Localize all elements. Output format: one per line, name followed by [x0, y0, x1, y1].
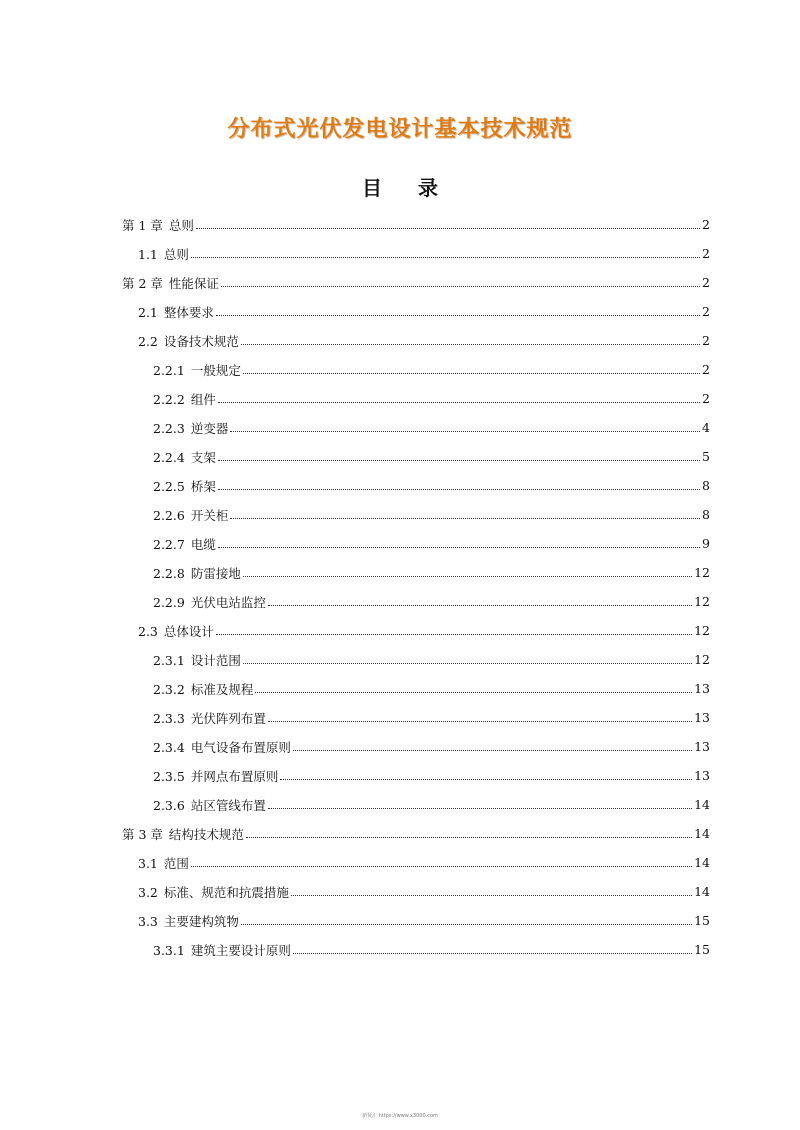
- toc-leader-dots: [216, 315, 700, 316]
- toc-entry-label: [122, 825, 244, 843]
- toc-leader-dots: [230, 431, 700, 432]
- toc-entry-title: 性能保证: [168, 275, 219, 291]
- toc-entry-number: 3.3.1: [153, 942, 185, 958]
- toc-entry-page: 9: [702, 536, 710, 551]
- toc-leader-dots: [293, 750, 692, 751]
- toc-entry-page: 14: [694, 826, 710, 841]
- toc-entry[interactable]: [122, 790, 710, 819]
- toc-entry-page: 12: [694, 652, 710, 667]
- toc-entry-label: [153, 941, 291, 959]
- toc-leader-dots: [218, 547, 700, 548]
- toc-entry-label: [153, 535, 216, 553]
- toc-entry-title: 设备技术规范: [163, 333, 239, 349]
- toc-entry-label: [153, 477, 216, 495]
- toc-entry-page: 12: [694, 623, 710, 638]
- toc-entry-page: 13: [694, 739, 710, 754]
- toc-leader-dots: [241, 924, 692, 925]
- toc-entry-label: [122, 274, 219, 292]
- toc-entry-title: 桥架: [190, 478, 216, 494]
- toc-entry-number: 2.3: [138, 623, 158, 639]
- toc-entry[interactable]: [122, 529, 710, 558]
- toc-entry-label: [153, 767, 278, 785]
- toc-entry-page: 2: [702, 246, 710, 261]
- toc-entry[interactable]: [122, 500, 710, 529]
- toc-entry[interactable]: [122, 645, 710, 674]
- toc-entry-title: 建筑主要设计原则: [190, 942, 291, 958]
- toc-entry[interactable]: [122, 732, 710, 761]
- toc-entry[interactable]: [122, 761, 710, 790]
- toc-leader-dots: [196, 228, 700, 229]
- toc-entry-label: [153, 419, 228, 437]
- toc-entry-title: 光伏电站监控: [190, 594, 266, 610]
- toc-entry-label: [153, 564, 241, 582]
- toc-entry-number: 第 2 章: [122, 275, 163, 291]
- toc-entry[interactable]: [122, 819, 710, 848]
- toc-entry-title: 光伏阵列布置: [190, 710, 266, 726]
- toc-entry-title: 一般规定: [190, 362, 241, 378]
- toc-leader-dots: [191, 257, 700, 258]
- toc-entry-number: 2.2.1: [153, 362, 185, 378]
- toc-entry-number: 2.3.5: [153, 768, 185, 784]
- toc-entry-page: 14: [694, 884, 710, 899]
- toc-entry-label: [138, 883, 289, 901]
- toc-entry-number: 2.3.3: [153, 710, 185, 726]
- toc-entry-number: 2.2.2: [153, 391, 185, 407]
- toc-entry-page: 2: [702, 391, 710, 406]
- toc-entry-number: 2.2.5: [153, 478, 185, 494]
- toc-entry-number: 2.3.6: [153, 797, 185, 813]
- toc-entry-title: 电气设备布置原则: [190, 739, 291, 755]
- toc-entry-title: 组件: [190, 391, 216, 407]
- toc-entry[interactable]: [122, 616, 710, 645]
- toc-entry-page: 8: [702, 478, 710, 493]
- toc-entry-title: 电缆: [190, 536, 216, 552]
- toc-entry-title: 并网点布置原则: [190, 768, 279, 784]
- page-footer: 新贤汇 https://www.x3000.com: [362, 1113, 438, 1119]
- toc-entry-number: 2.2: [138, 333, 158, 349]
- toc-entry-page: 12: [694, 565, 710, 580]
- toc-entry-title: 整体要求: [163, 304, 214, 320]
- toc-entry-label: [153, 738, 291, 756]
- toc-entry-label: [138, 854, 189, 872]
- toc-leader-dots: [268, 808, 692, 809]
- toc-entry-page: 12: [694, 594, 710, 609]
- toc-entry-number: 2.2.7: [153, 536, 185, 552]
- toc-entry-label: [138, 912, 239, 930]
- toc-entry-title: 防雷接地: [190, 565, 241, 581]
- toc-entry-label: [153, 390, 216, 408]
- toc-leader-dots: [291, 895, 692, 896]
- toc-entry-label: [138, 622, 214, 640]
- toc-leader-dots: [268, 605, 692, 606]
- toc-leader-dots: [243, 373, 700, 374]
- toc-entry[interactable]: [122, 703, 710, 732]
- toc-entry-label: [122, 216, 194, 234]
- toc-entry[interactable]: [122, 906, 710, 935]
- toc-entry-page: 13: [694, 710, 710, 725]
- toc-entry-label: [138, 332, 239, 350]
- toc-entry-number: 第 3 章: [122, 826, 163, 842]
- toc-entry-page: 15: [694, 913, 710, 928]
- toc-entry-number: 2.1: [138, 304, 158, 320]
- toc-leader-dots: [216, 634, 692, 635]
- toc-entry-page: 2: [702, 304, 710, 319]
- toc-entry-title: 总则: [163, 246, 189, 262]
- toc-entry-number: 3.2: [138, 884, 158, 900]
- toc-entry-page: 2: [702, 333, 710, 348]
- toc-entry-number: 2.2.4: [153, 449, 185, 465]
- toc-entry[interactable]: [122, 587, 710, 616]
- document-title: 分布式光伏发电设计基本技术规范: [227, 117, 573, 142]
- toc-entry-title: 开关柜: [190, 507, 229, 523]
- toc-leader-dots: [218, 460, 700, 461]
- toc-entry-title: 逆变器: [190, 420, 229, 436]
- toc-entry-number: 2.2.9: [153, 594, 185, 610]
- toc-entry-number: 2.2.3: [153, 420, 185, 436]
- toc-leader-dots: [218, 489, 700, 490]
- toc-leader-dots: [280, 779, 692, 780]
- toc-entry-number: 3.1: [138, 855, 158, 871]
- toc-entry-label: [153, 680, 253, 698]
- toc-entry-label: [153, 506, 228, 524]
- toc-entry-title: 标准、规范和抗震措施: [163, 884, 289, 900]
- toc-leader-dots: [243, 576, 692, 577]
- toc-entry-page: 8: [702, 507, 710, 522]
- toc-entry[interactable]: [122, 268, 710, 297]
- toc-entry-page: 2: [702, 362, 710, 377]
- toc-entry-label: [138, 245, 189, 263]
- toc-entry-number: 1.1: [138, 246, 158, 262]
- toc-entry-page: 13: [694, 768, 710, 783]
- toc-entry[interactable]: [122, 326, 710, 355]
- toc-leader-dots: [241, 344, 700, 345]
- toc-leader-dots: [221, 286, 700, 287]
- toc-entry[interactable]: [122, 935, 710, 964]
- toc-entry-label: [153, 709, 266, 727]
- toc-entry-title: 范围: [163, 855, 189, 871]
- toc-entry-title: 设计范围: [190, 652, 241, 668]
- toc-entry-number: 3.3: [138, 913, 158, 929]
- toc-entry-page: 13: [694, 681, 710, 696]
- toc-entry-label: [138, 303, 214, 321]
- toc-entry-title: 站区管线布置: [190, 797, 266, 813]
- toc-entry-label: [153, 651, 241, 669]
- toc-leader-dots: [191, 866, 692, 867]
- toc-entry-title: 主要建构筑物: [163, 913, 239, 929]
- toc-entry-number: 2.2.8: [153, 565, 185, 581]
- toc-entry[interactable]: [122, 442, 710, 471]
- toc-entry-page: 2: [702, 217, 710, 232]
- toc-entry-title: 结构技术规范: [168, 826, 244, 842]
- toc-leader-dots: [255, 692, 692, 693]
- table-of-contents: [122, 210, 710, 964]
- toc-entry-page: 15: [694, 942, 710, 957]
- toc-entry[interactable]: [122, 297, 710, 326]
- toc-entry-page: 14: [694, 855, 710, 870]
- toc-entry-number: 2.3.4: [153, 739, 185, 755]
- toc-entry-page: 5: [702, 449, 710, 464]
- toc-leader-dots: [293, 953, 692, 954]
- toc-entry-title: 标准及规程: [190, 681, 254, 697]
- toc-entry-number: 2.2.6: [153, 507, 185, 523]
- toc-entry-title: 总体设计: [163, 623, 214, 639]
- toc-entry-label: [153, 796, 266, 814]
- toc-leader-dots: [268, 721, 692, 722]
- toc-entry[interactable]: [122, 210, 710, 239]
- toc-entry[interactable]: [122, 471, 710, 500]
- toc-entry-label: [153, 448, 216, 466]
- toc-entry-page: 14: [694, 797, 710, 812]
- toc-entry[interactable]: [122, 413, 710, 442]
- toc-entry[interactable]: [122, 848, 710, 877]
- toc-entry[interactable]: [122, 239, 710, 268]
- toc-entry-page: 4: [702, 420, 710, 435]
- toc-leader-dots: [243, 663, 692, 664]
- toc-entry[interactable]: [122, 558, 710, 587]
- toc-entry[interactable]: [122, 877, 710, 906]
- toc-heading: 目录: [362, 176, 474, 200]
- toc-entry[interactable]: [122, 674, 710, 703]
- toc-entry-number: 第 1 章: [122, 217, 163, 233]
- toc-leader-dots: [246, 837, 692, 838]
- toc-entry-label: [153, 593, 266, 611]
- toc-leader-dots: [218, 402, 700, 403]
- toc-entry-number: 2.3.1: [153, 652, 185, 668]
- toc-entry-number: 2.3.2: [153, 681, 185, 697]
- toc-entry[interactable]: [122, 384, 710, 413]
- toc-entry-title: 总则: [168, 217, 194, 233]
- toc-leader-dots: [230, 518, 700, 519]
- toc-entry-page: 2: [702, 275, 710, 290]
- toc-entry[interactable]: [122, 355, 710, 384]
- toc-entry-label: [153, 361, 241, 379]
- toc-entry-title: 支架: [190, 449, 216, 465]
